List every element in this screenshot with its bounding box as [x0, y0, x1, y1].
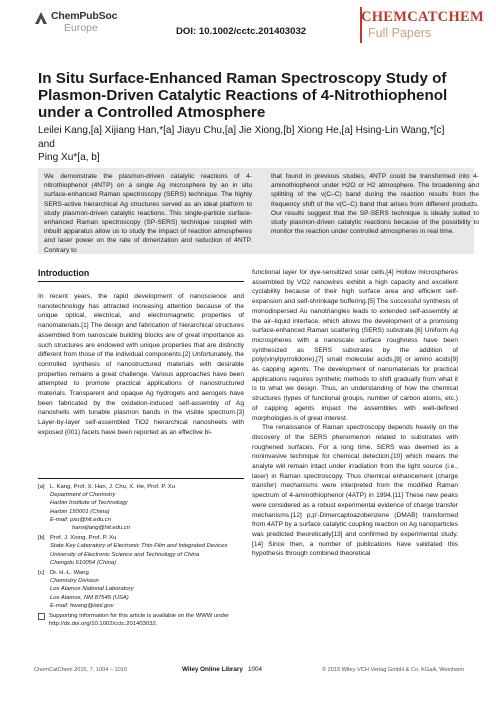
article-title: In Situ Surface-Enhanced Raman Spectroscopy Study of Plasmon-Driven Catalytic Reactions of 4-Nitrothiophenol under a Controlled Atmosphere [38, 70, 448, 122]
affiliation-line: Department of Chemistry [50, 492, 116, 499]
affiliation-tag: [c] [38, 570, 45, 577]
supporting-info [38, 612, 244, 628]
author-line: Leilei Kang,[a] Xijiang Han,*[a] Jiayu Chu,[a] Jie Xiong,[b] Xiong He,[a] Hsing-Lin Wang,*[c] and [38, 125, 445, 150]
abstract [38, 168, 479, 254]
section-type-label: Full Papers [368, 26, 432, 40]
page-footer [34, 667, 464, 677]
affiliation-b [38, 534, 244, 567]
affiliation-line: Harbin 150001 (China) [50, 508, 110, 515]
affiliation-names: Prof. J. Xiong, Prof. P. Xu [50, 535, 117, 542]
journal-name: CHEMCATCHEM [360, 9, 484, 25]
email-link[interactable]: E-mail: hwang@lanl.gov [50, 602, 114, 609]
chempubsoc-logo-icon [34, 11, 48, 25]
email-link[interactable]: hanxijiang@hit.edu.cn [72, 525, 131, 532]
page-number: 1004 [248, 666, 263, 673]
body-column-left [38, 292, 244, 438]
affiliation-line: Chemistry Division [50, 578, 99, 585]
publisher-name: ChemPubSoc [51, 10, 118, 22]
publisher-logo [34, 11, 117, 33]
paragraph: The renaissance of Raman spectroscopy depends heavily on the discovery of the SERS phenomenon related to substrates with roughened surfaces. For a long time, SERS was deemed as a noninvasive technique for chemical detection,[10] which means the analyte will remain intact under irradiation from the light source (i.e., laser) in Raman spectroscopy. Thus chemical enhancement (charge transfer) mechanisms were interpreted from the modified Raman spectrum of 4-aminothiophenol (4ATP) in 1994.[11] These new peaks were considered as a robust experimental evidence of charge transfer mechanisms.[12] p,p′-Dimercaptoazobenzene (DMAB) transformed from 4ATP by a surface catalytic coupling reaction on Ag nanoparticles was predicted theoretically[13] and confirmed by experimental study.[14] Since then, a number of publications have validated this hypothesis through combined theoretical [252, 424, 458, 558]
copyright: © 2015 Wiley-VCH Verlag GmbH & Co. KGaA, Weinheim [321, 667, 464, 673]
section-heading [38, 268, 244, 282]
paragraph: In recent years, the rapid development of nanoscience and nanotechnology has attracted increasing attention because of the unique optical, electrical, and electromagnetic properties of nanomaterials.[1] The design and fabrication of hierarchical structures assembled from nanoscale building blocks are of great importance as such structures are endowed with unique properties that are distinctly different from those of the individual components.[2] Unfortunately, the controlled synthesis of nanostructured materials with desirable properties remains a great challenge. Various approaches have been attempted to promote practical applications of nanostructured materials. Transparent and opaque Ag hydrogels and aerogels have been fabricated by the oxidation-induced self-assembly of Ag nanoshells with tunable plasmon bands in the visible spectrum.[3] Layer-by-layer self-assembled TiO2 hierarchical nanosheets with exposed {001} facets have been reported as an effective bi- [38, 293, 244, 436]
supporting-info-text[interactable]: Supporting Information for this article is available on the WWW under http://dx.doi.org/10.1002/cctc.201403032. [49, 613, 230, 628]
email-link[interactable]: E-mail: pxu@hit.edu.cn [50, 516, 111, 523]
author-line: Ping Xu*[a, b] [38, 152, 100, 164]
abstract-column-left: We demonstrate the plasmon-driven catalytic reactions of 4-nitrothiophenol (4NTP) on a single Ag microsphere by an in situ surface-enhanced Raman spectroscopy (SERS) technique. The highly SERS-active hierarchical Ag structures served as an ideal platform to study plasmon-driven catalytic reactions. This single-particle surface-enhanced Raman spectroscopy (SP-SERS) technique coupled with inbuilt apparatus allow us to study the impact of reaction atmospheres and laser power on the rate of dimerization and reduction of 4NTP. Contrary to [44, 173, 252, 254]
page-header [0, 0, 496, 46]
affiliations [38, 478, 244, 628]
affiliation-c [38, 569, 244, 610]
supporting-info-icon [38, 613, 45, 620]
wiley-online-library-link[interactable]: Wiley Online Library [182, 666, 243, 673]
journal-banner [350, 0, 496, 46]
affiliation-line: Los Alamos, NM 87545 (USA) [50, 594, 129, 601]
affiliation-names: L. Kang, Prof. X. Han, J. Chu, X. He, Prof. P. Xu [50, 484, 175, 490]
affiliation-line: State Key Laboratory of Electronic Thin Film and Integrated Devices [50, 543, 228, 550]
affiliation-line: Chengdu 610054 (China) [50, 559, 117, 566]
author-list [38, 124, 458, 165]
affiliation-line: University of Electronic Science and Technology of China [50, 551, 200, 558]
citation: ChemCatChem 2015, 7, 1004 – 1010 [34, 667, 127, 673]
affiliation-tag: [a] [38, 484, 45, 490]
body-column-right [252, 268, 458, 559]
affiliation-a [38, 483, 244, 532]
doi-label[interactable]: DOI: 10.1002/cctc.201403032 [176, 26, 307, 37]
section-title: Introduction [38, 268, 244, 282]
affiliation-line: Harbin Institute of Technology [50, 500, 128, 507]
affiliation-tag: [b] [38, 535, 45, 542]
paragraph: functional layer for dye-sensitized solar cells.[4] Hollow microspheres assembled by VO2 nanowires exhibit a high capacity and excellent cyclability because of their high surface area and efficient self-expansion and self-shrinkage buffering.[5] The successful synthesis of monodispersed Au nanotriangles leads to extended self-assembly at the air–liquid interface, which allows the development of a promising surface-enhanced Raman scattering (SERS) substrate.[6] Uniform Ag microspheres with a nanoscale surface roughness have been synthesized as SERS substrates by the addition of poly(vinylpyrrolidone),[7] small molecular acids,[8] or amino acids[9] as capping agents. The development of nanomaterials for practical applications requires synthetic methods to shift gradually from what it is to what we design. Thus, an understanding of how the chemical structures (types of functional groups, number of carbon atoms, etc.) of capping agents impact the assemblies with well-defined morphologies is of great interest. [252, 269, 458, 422]
publisher-region: Europe [64, 21, 98, 34]
abstract-column-right: that found in previous studies, 4NTP could be transformed into 4-aminothiophenol under H2O or H2 atmosphere. The broadening and splitting of the ν(C–C) band during the reaction results from the frequency shift of the ν(C–C) band that arises from different products. Our results suggest that the SP-SERS technique is ideally suited to study plasmon-driven catalytic reactions because of the possibility to monitor the reaction under controlled atmospheres in real time. [271, 173, 479, 236]
affiliation-line: Los Alamos National Laboratory [50, 586, 134, 593]
affiliation-names: Dr. H.-L. Wang [50, 570, 89, 577]
